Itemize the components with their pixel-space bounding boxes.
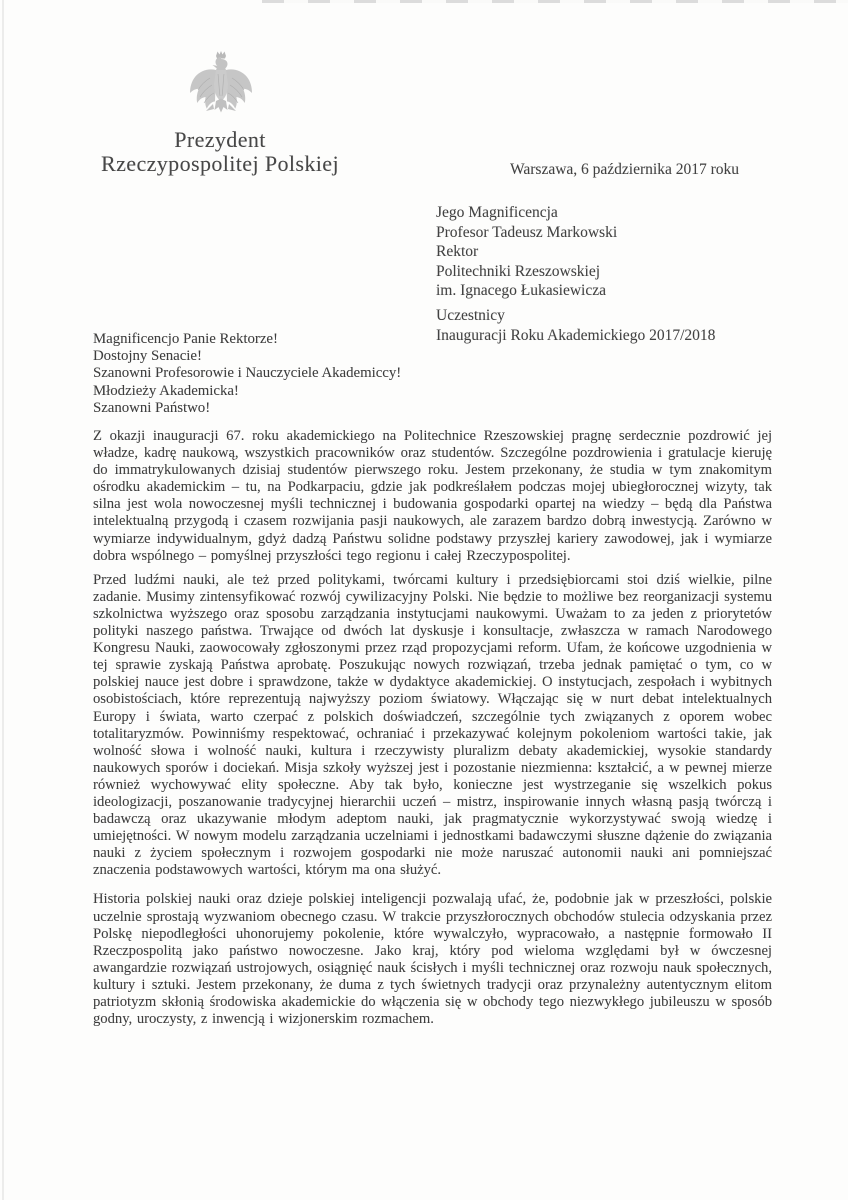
letterhead-title-line2: Rzeczypospolitej Polskiej xyxy=(101,151,339,176)
salutation-block xyxy=(93,331,401,417)
dateline: Warszawa, 6 października 2017 roku xyxy=(510,161,740,178)
recipient-line: Uczestnicy xyxy=(436,306,505,324)
paragraph-3: Historia polskiej nauki oraz dzieje polskiej inteligencji pozwalają ufać, że, podobnie jak w przeszłości, polskie uczelnie sprostają wyzwaniom obecnego czasu. W trakcie przyszłorocznych obchodów stulecia odzyskania przez Polskę niepodległości uhonorujemy pokolenie, które wywalczyło, wypracowało, a następnie formowało II Rzeczpospolitą jako państwo nowoczesne. Jako kraj, który pod wieloma względami był w ówczesnej awangardzie rozwiązań ustrojowych, osiągnięć nauk ścisłych i myśli technicznej oraz rozwoju nauk społecznych, kultury i sztuki. Jestem przekonany, że duma z tych świetnych tradycji oraz przynależny autentycznym elitom patriotyzm skłonią środowiska akademickie do włączenia się w obchody tego niezwykłego jubileuszu w sposób godny, uroczysty, z inwencją i wizjonerskim rozmachem. xyxy=(93,891,772,1028)
letter-body xyxy=(93,428,772,1028)
recipient-block xyxy=(436,203,715,345)
recipient-addressee xyxy=(436,203,715,301)
letterhead-title-line1: Prezydent xyxy=(174,127,266,152)
salutation-line: Dostojny Senacie! xyxy=(93,348,202,365)
recipient-participants xyxy=(436,306,715,345)
salutation-line: Młodzieży Akademicka! xyxy=(93,382,239,399)
salutation-line: Szanowni Profesorowie i Nauczyciele Akademiccy! xyxy=(93,365,402,382)
recipient-line: im. Ignacego Łukasiewicza xyxy=(436,282,606,300)
salutation-line: Szanowni Państwo! xyxy=(93,399,211,416)
paragraph-2: Przed ludźmi nauki, ale też przed politykami, twórcami kultury i przedsiębiorcami stoi dziś wielkie, pilne zadanie. Musimy zintensyfikować rozwój cywilizacyjny Polski. Nie będzie to możliwe bez reorganizacji systemu szkolnictwa wyższego oraz sposobu zarządzania instytucjami naukowymi. Uważam to za jeden z priorytetów polityki naszego państwa. Trwające od dwóch lat dyskusje i konsultacje, zwłaszcza w ramach Narodowego Kongresu Nauki, zaowocowały zgłoszonymi przez rząd propozycjami reform. Ufam, że końcowe uzgodnienia w tej sprawie zyskają Państwa aprobatę. Poszukując nowych rozwiązań, trzeba jednak pamiętać o tym, co w polskiej nauce jest dobre i sprawdzone, także w dydaktyce akademickiej. O instytucjach, zespołach i wybitnych osobistościach, które reprezentują najwyższy poziom światowy. Włączając się w nurt debat intelektualnych Europy i świata, warto czerpać z polskich doświadczeń, szczególnie tych związanych z oporem wobec totalitaryzmów. Powinniśmy respektować, ochraniać i przekazywać kolejnym pokoleniom wartości takie, jak wolność słowa i wolność nauki, kultura i rzeczywisty pluralizm debaty akademickiej, wysokie standardy naukowych sporów i dociekań. Misja szkoły wyższej jest i pozostanie niezmienna: kształcić, a w pewnej mierze również wychowywać elity społeczne. Aby tak było, konieczne jest wystrzeganie się wszelkich pokus ideologizacji, poszanowanie tradycyjnej hierarchii uczeń – mistrz, inspirowanie innych własną pasją twórczą i badawczą oraz ukazywanie młodym adeptom nauki, jak pragmatycznie wykorzystywać swoją wiedzę i umiejętności. W nowym modelu zarządzania uczelniami i jednostkami badawczymi słuszne dążenie do związania nauki z życiem społecznym i rozwojem gospodarki nie może naruszać autonomii nauki ani pomniejszać znaczenia podstawowych wartości, którym ma ona służyć. xyxy=(93,571,772,879)
paragraph-1: Z okazji inauguracji 67. roku akademickiego na Politechnice Rzeszowskiej pragnę serdecznie pozdrowić jej władze, kadrę naukową, wszystkich pracowników oraz studentów. Szczególne pozdrowienia i gratulacje kieruję do immatrykulowanych dzisiaj studentów pierwszego roku. Jestem przekonany, że studia w tym znakomitym ośrodku akademickim – tu, na Podkarpaciu, gdzie jak podkreślałem podczas mojej ubiegłorocznej wizyty, tak silna jest wola nowoczesnej myśli technicznej i budowania gospodarki opartej na wiedzy – będą dla Państwa intelektualną przygodą i czasem rozwijania pasji naukowych, ale zarazem bardzo dobrą inwestycją. Zarówno w wymiarze indywidualnym, gdyż dadzą Państwu solidne podstawy przyszłej kariery zawodowej, jak i wymiarze dobra wspólnego – pomyślnej przyszłości tego regionu i całej Rzeczypospolitej. xyxy=(93,428,772,564)
recipient-line: Inauguracji Roku Akademickiego 2017/2018 xyxy=(436,326,716,344)
scan-left-edge-artifact xyxy=(2,0,4,1200)
recipient-line: Politechniki Rzeszowskiej xyxy=(436,262,601,280)
recipient-line: Rektor xyxy=(436,243,479,261)
scan-top-smudge-artifact xyxy=(262,0,848,3)
polish-white-eagle-emblem-icon xyxy=(190,50,252,124)
recipient-line: Jego Magnificencja xyxy=(436,204,558,221)
salutation-line: Magnificencjo Panie Rektorze! xyxy=(93,331,278,347)
recipient-line: Profesor Tadeusz Markowski xyxy=(436,223,618,241)
